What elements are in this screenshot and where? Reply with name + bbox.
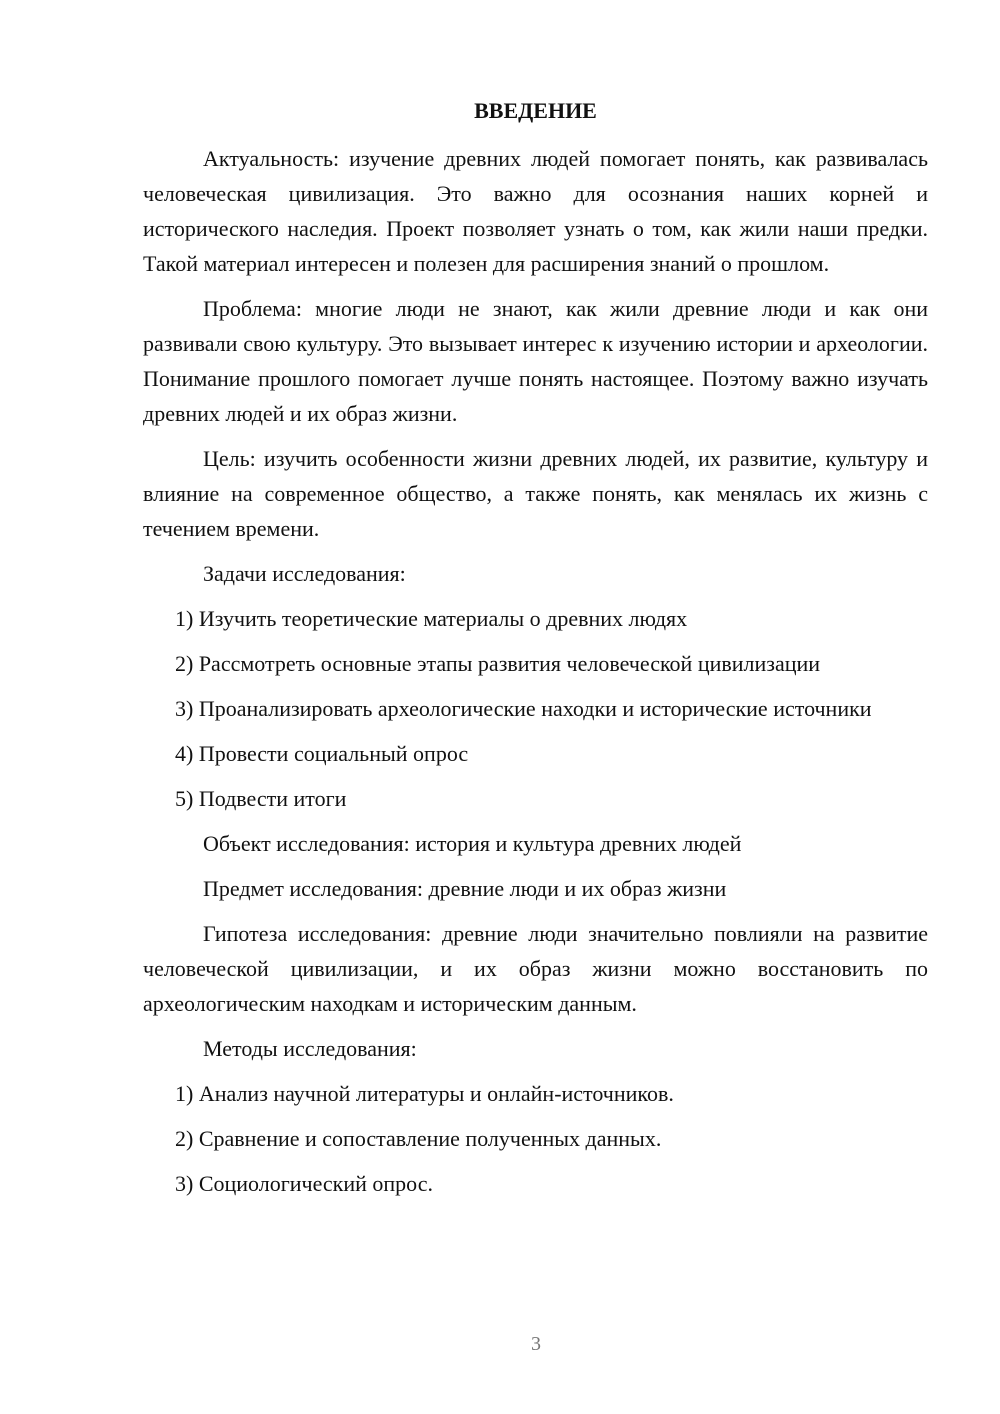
method-item: 3) Социологический опрос. [175, 1171, 433, 1196]
goal-paragraph: Цель: изучить особенности жизни древних людей, их развитие, культуру и влияние на современное общество, а также понять, как менялась их жизнь с течением времени. [143, 446, 928, 541]
method-item: 2) Сравнение и сопоставление полученных данных. [175, 1126, 662, 1151]
tasks-heading: Задачи исследования: [203, 561, 406, 586]
document-page [143, 96, 928, 1211]
task-item: 1) Изучить теоретические материалы о древних людях [175, 606, 688, 631]
task-item: 3) Проанализировать археологические находки и исторические источники [175, 696, 872, 721]
methods-heading: Методы исследования: [203, 1036, 417, 1061]
task-item: 5) Подвести итоги [175, 786, 347, 811]
task-item: 2) Рассмотреть основные этапы развития человеческой цивилизации [175, 651, 821, 676]
task-item: 4) Провести социальный опрос [175, 741, 469, 766]
page-title: ВВЕДЕНИЕ [474, 98, 597, 123]
method-item: 1) Анализ научной литературы и онлайн-источников. [175, 1081, 674, 1106]
object-paragraph: Объект исследования: история и культура древних людей [203, 831, 742, 856]
hypothesis-paragraph: Гипотеза исследования: древние люди значительно повлияли на развитие человеческой цивилизации, и их образ жизни можно восстановить по археологическим находкам и историческим данным. [143, 921, 928, 1016]
problem-paragraph: Проблема: многие люди не знают, как жили древние люди и как они развивали свою культуру. Это вызывает интерес к изучению истории и археологии. Понимание прошлого помогает лучше понять настоящее. Поэтому важно изучать древних людей и их образ жизни. [143, 296, 928, 426]
relevance-paragraph: Актуальность: изучение древних людей помогает понять, как развивалась человеческая цивилизация. Это важно для осознания наших корней и исторического наследия. Проект позволяет узнать о том, как жили наши предки. Такой материал интересен и полезен для расширения знаний о прошлом. [143, 146, 928, 276]
page-number: 3 [531, 1333, 541, 1355]
subject-paragraph: Предмет исследования: древние люди и их образ жизни [203, 876, 727, 901]
